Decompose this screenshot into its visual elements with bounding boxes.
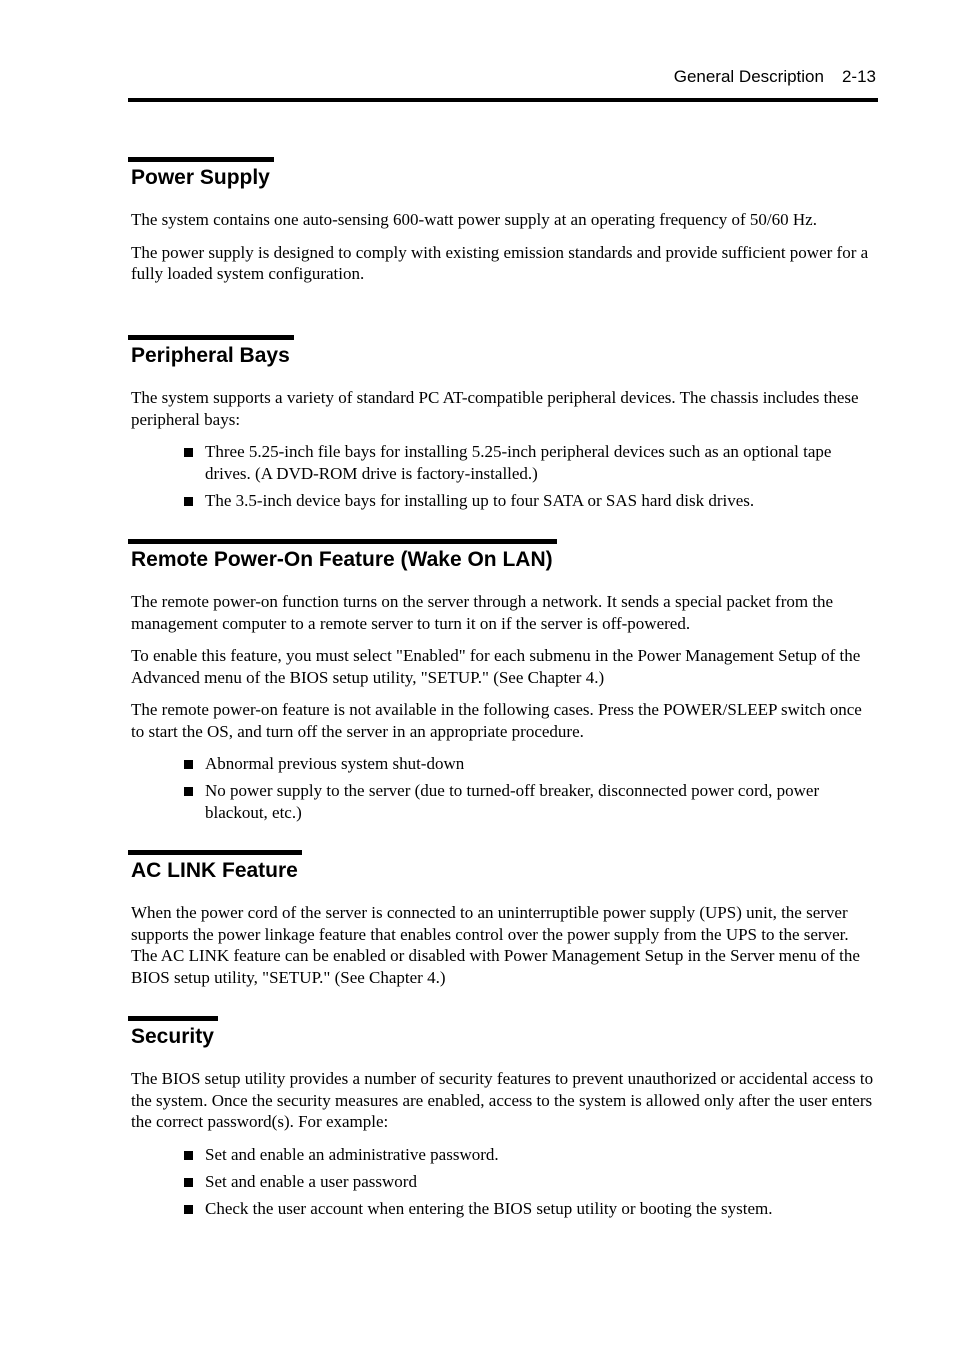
square-bullet-icon — [184, 1178, 193, 1187]
list-item-text: No power supply to the server (due to turned-off breaker, disconnected power cord, power blackout, etc.) — [205, 781, 820, 822]
paragraph: The system contains one auto-sensing 600-watt power supply at an operating frequency of 50/60 Hz. — [131, 210, 817, 229]
paragraph: When the power cord of the server is connected to an uninterruptible power supply (UPS) unit, the server supports the power linkage feature that enables control over the power supply from the UPS to the server. The AC LINK feature can be enabled or disabled with Power Management Setup in the Server menu of the BIOS setup utility, "SETUP." (See Chapter 4.) — [131, 903, 860, 987]
paragraph: The BIOS setup utility provides a number of security features to prevent unauthorized or accidental access to the system. Once the security measures are enabled, access to the system is allowed only after the user enters the correct password(s). For example: — [131, 1069, 874, 1131]
bullet-list — [184, 441, 878, 511]
list-item — [184, 753, 878, 775]
list-item-text: Check the user account when entering the BIOS setup utility or booting the system. — [205, 1198, 773, 1218]
list-item-text: Set and enable an administrative password. — [205, 1144, 499, 1164]
list-item-text: The 3.5-inch device bays for installing up to four SATA or SAS hard disk drives. — [205, 490, 755, 510]
paragraph: The power supply is designed to comply with existing emission standards and provide sufficient power for a fully loaded system configuration. — [131, 242, 869, 283]
square-bullet-icon — [184, 760, 193, 769]
header-text — [674, 67, 876, 87]
square-bullet-icon — [184, 1205, 193, 1214]
list-item — [184, 1171, 878, 1193]
square-bullet-icon — [184, 448, 193, 457]
paragraph: To enable this feature, you must select "Enabled" for each submenu in the Power Management Setup of the Advanced menu of the BIOS setup utility, "SETUP." (See Chapter 4.) — [131, 646, 861, 687]
header-title: General Description — [673, 67, 824, 86]
list-item — [184, 441, 878, 484]
section-ac-link — [128, 850, 878, 999]
list-item-text: Set and enable a user password — [205, 1171, 417, 1191]
list-item — [184, 1198, 878, 1220]
section-heading: Security — [128, 1016, 218, 1050]
list-item — [184, 780, 878, 823]
paragraph: The remote power-on function turns on the server through a network. It sends a special packet from the management computer to a remote server to turn it on if the server is off-powered. — [131, 592, 834, 633]
page-header — [128, 64, 878, 102]
paragraph: The system supports a variety of standard PC AT-compatible peripheral devices. The chassis includes these peripheral bays: — [131, 388, 859, 429]
list-item — [184, 1144, 878, 1166]
section-heading: Peripheral Bays — [128, 335, 294, 369]
bullet-list — [184, 753, 878, 823]
square-bullet-icon — [184, 1151, 193, 1160]
list-item-text: Three 5.25-inch file bays for installing 5.25-inch peripheral devices such as an optional tape drives. (A DVD-ROM drive is factory-installed.) — [205, 442, 832, 483]
section-heading: AC LINK Feature — [128, 850, 302, 884]
page-number: 2-13 — [841, 67, 876, 86]
paragraph: The remote power-on feature is not available in the following cases. Press the POWER/SLEEP switch once to start the OS, and turn off the server in an appropriate procedure. — [131, 700, 862, 741]
section-remote-power-on — [128, 539, 878, 829]
section-peripheral-bays — [128, 335, 878, 517]
section-heading: Power Supply — [128, 157, 274, 191]
list-item — [184, 490, 878, 512]
list-item-text: Abnormal previous system shut-down — [205, 754, 465, 773]
section-heading: Remote Power-On Feature (Wake On LAN) — [128, 539, 557, 573]
bullet-list — [184, 1144, 878, 1220]
section-security — [128, 1016, 878, 1225]
section-power-supply — [128, 157, 878, 296]
square-bullet-icon — [184, 787, 193, 796]
square-bullet-icon — [184, 497, 193, 506]
